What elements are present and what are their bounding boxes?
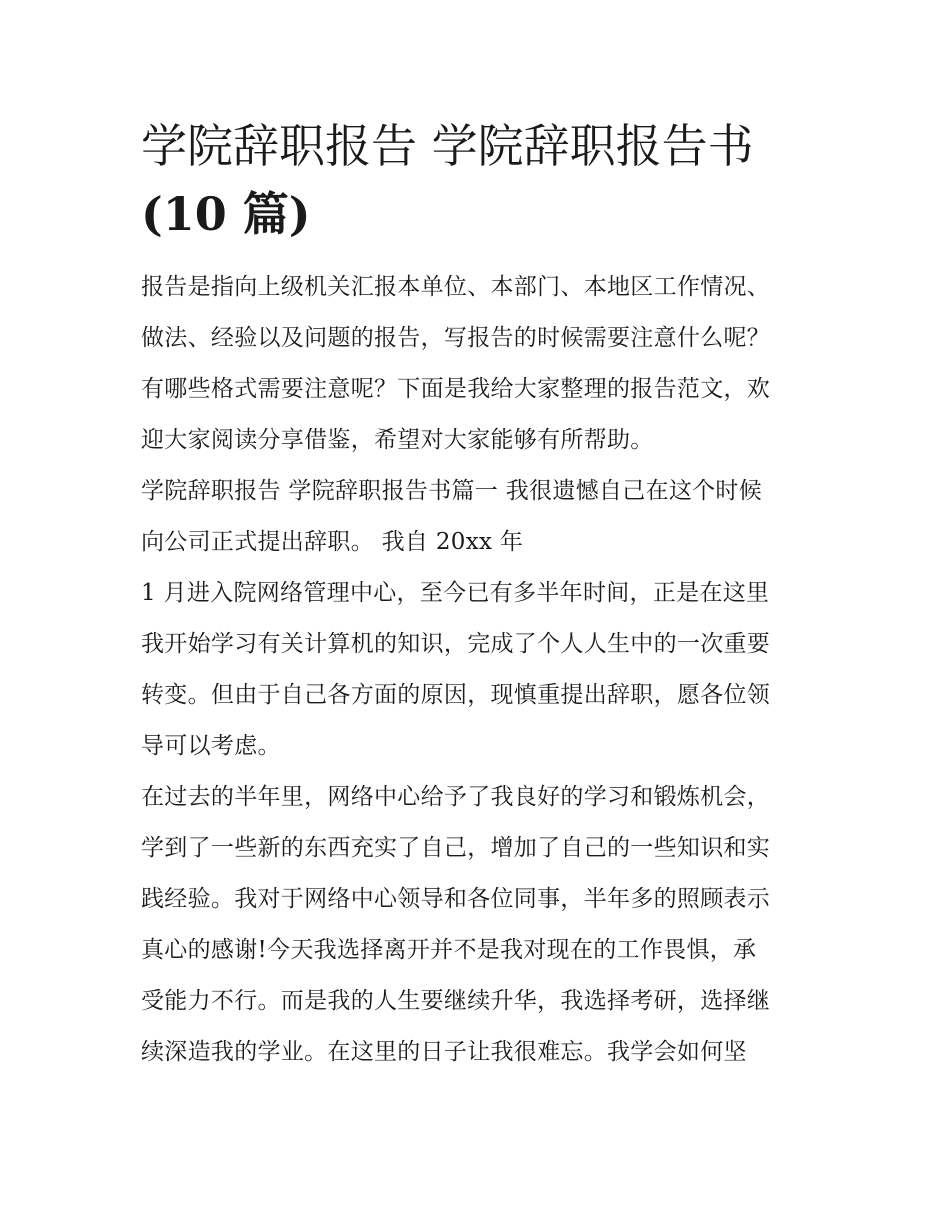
- paragraph-line: 学到了一些新的东西充实了自己，增加了自己的一些知识和实: [141, 835, 771, 861]
- document-title: [141, 112, 813, 248]
- paragraph-line: 向公司正式提出辞职。 我自 20xx 年: [141, 529, 524, 555]
- paragraph-line: 在过去的半年里，网络中心给予了我良好的学习和锻炼机会，: [141, 784, 771, 810]
- paragraph-line: 有哪些格式需要注意呢？下面是我给大家整理的报告范文，欢: [141, 376, 771, 402]
- paragraph-line: 续深造我的学业。在这里的日子让我很难忘。我学会如何坚: [141, 1039, 747, 1065]
- paragraph-line: 我开始学习有关计算机的知识，完成了个人人生中的一次重要: [141, 631, 771, 657]
- intro-paragraph: [141, 262, 813, 466]
- paragraph-line: 践经验。我对于网络中心领导和各位同事，半年多的照顾表示: [141, 886, 771, 912]
- paragraph-line: 1 月进入院网络管理中心，至今已有多半年时间，正是在这里: [141, 580, 770, 606]
- paragraph-line: 学院辞职报告 学院辞职报告书篇一 我很遗憾自己在这个时候: [141, 478, 763, 504]
- paragraph-line: 真心的感谢!今天我选择离开并不是我对现在的工作畏惧，承: [141, 937, 757, 963]
- paragraph-line: 报告是指向上级机关汇报本单位、本部门、本地区工作情况、: [141, 274, 771, 300]
- title-line-2: (10 篇): [141, 187, 311, 241]
- title-line-1: 学院辞职报告 学院辞职报告书: [141, 119, 754, 173]
- paragraph-line: 迎大家阅读分享借鉴，希望对大家能够有所帮助。: [141, 427, 654, 453]
- paragraph-line: 转变。但由于自己各方面的原因，现慎重提出辞职，愿各位领: [141, 682, 771, 708]
- document-body: [141, 112, 813, 1078]
- paragraph-line: 做法、经验以及问题的报告，写报告的时候需要注意什么呢？: [141, 325, 771, 351]
- paragraph-line: 受能力不行。而是我的人生要继续升华，我选择考研，选择继: [141, 988, 771, 1014]
- body-paragraph-2: [141, 772, 813, 1078]
- section-heading-paragraph: [141, 466, 813, 568]
- paragraph-line: 导可以考虑。: [141, 733, 281, 759]
- body-paragraph-1: [141, 568, 813, 772]
